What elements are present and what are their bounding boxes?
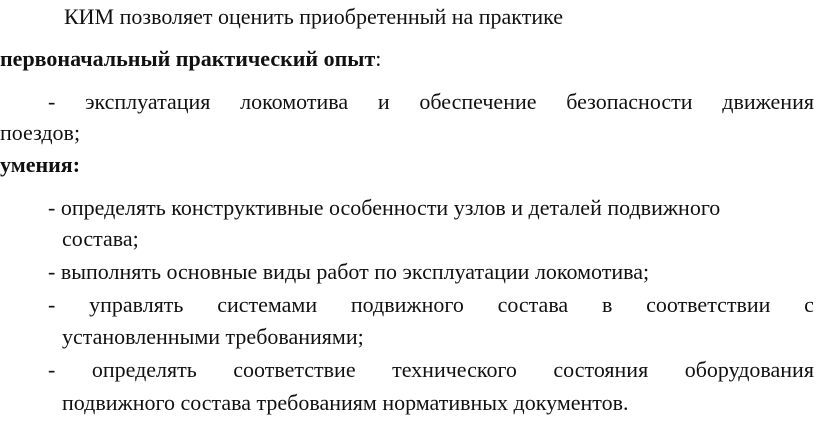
- experience-heading-colon: :: [375, 46, 382, 71]
- experience-item-word: локомотива: [240, 89, 349, 114]
- skill-item-3-word: с: [804, 292, 814, 317]
- skill-item-3-word: управлять: [89, 292, 184, 317]
- skill-item-4: [48, 355, 814, 385]
- experience-item-word: обеспечение: [419, 89, 537, 114]
- skill-item-4-word: определять: [91, 357, 197, 382]
- experience-item: [48, 87, 814, 117]
- skill-item-3-word: соответствии: [646, 292, 771, 317]
- skill-item-1: - определять конструктивные особенности узлов и деталей подвижного: [48, 195, 721, 220]
- skill-item-4-continuation: подвижного состава требованиям нормативных документов.: [62, 390, 629, 415]
- experience-item-continuation: поездов;: [0, 120, 81, 145]
- skill-item-3-word: в: [601, 292, 613, 317]
- experience-item-word: и: [377, 89, 390, 114]
- experience-item-word: безопасности: [566, 89, 693, 114]
- skill-item-2: - выполнять основные виды работ по эксплуатации локомотива;: [48, 259, 650, 284]
- skill-item-3-word: -: [48, 292, 56, 317]
- experience-item-word: -: [48, 89, 56, 114]
- skill-item-3: [48, 290, 814, 320]
- skill-item-4-word: технического: [392, 357, 517, 382]
- skill-item-4-word: оборудования: [684, 357, 814, 382]
- skill-item-4-word: состояния: [553, 357, 649, 382]
- skill-item-3-word: подвижного: [350, 292, 464, 317]
- skill-item-3-word: состава: [497, 292, 569, 317]
- experience-heading: первоначальный практический опыт: [0, 46, 376, 71]
- experience-item-word: эксплуатация: [85, 89, 211, 114]
- experience-heading-line: [0, 44, 381, 74]
- skill-item-1-continuation: состава;: [62, 226, 139, 251]
- skill-item-3-word: системами: [217, 292, 318, 317]
- skill-item-3-continuation: установленными требованиями;: [62, 324, 364, 349]
- skill-item-4-word: соответствие: [233, 357, 356, 382]
- intro-line: КИМ позволяет оценить приобретенный на практике: [64, 4, 563, 29]
- skills-heading: умения:: [0, 152, 81, 177]
- experience-item-word: движения: [722, 89, 814, 114]
- skill-item-4-word: -: [48, 357, 56, 382]
